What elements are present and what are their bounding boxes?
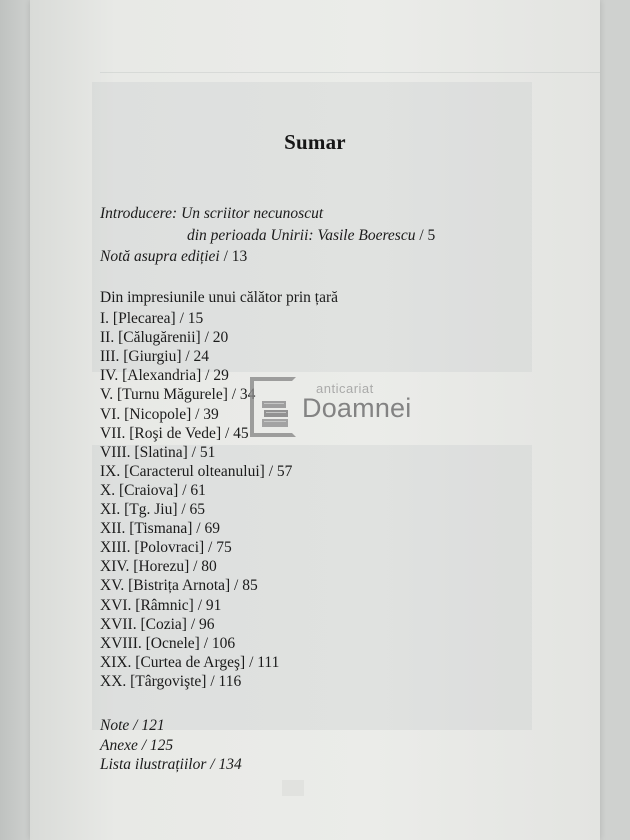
bleed-through-header (100, 52, 600, 73)
chapter-item: XIV. [Horezu] / 80 (100, 558, 217, 576)
intro-page: / 5 (419, 227, 436, 244)
note-editie-label: Notă asupra ediției (100, 248, 220, 265)
chapter-item: IX. [Caracterul olteanului] / 57 (100, 462, 293, 480)
books-icon (260, 399, 294, 431)
chapter-item: V. [Turnu Măgurele] / 34 (100, 386, 256, 404)
end-matter-label: Lista ilustrațiilor (100, 756, 207, 773)
chapter-item: XVIII. [Ocnele] / 106 (100, 634, 236, 652)
chapter-item: IV. [Alexandria] / 29 (100, 367, 229, 385)
end-matter-item (100, 716, 165, 736)
chapter-item: III. [Giurgiu] / 24 (100, 348, 210, 366)
chapter-item: VI. [Nicopole] / 39 (100, 405, 219, 423)
chapter-item: XX. [Târgovişte] / 116 (100, 672, 242, 690)
end-matter-label: Note (100, 717, 130, 734)
note-editie-line (100, 247, 247, 267)
intro-line-2 (187, 226, 435, 246)
chapter-item: II. [Călugărenii] / 20 (100, 329, 229, 347)
chapter-item: I. [Plecarea] / 15 (100, 310, 204, 327)
chapter-item: XIII. [Polovraci] / 75 (100, 539, 232, 557)
intro-line-1 (100, 204, 323, 224)
intro-title-part-2: din perioada Unirii: Vasile Boerescu (187, 227, 416, 244)
page-title: Sumar (284, 130, 346, 154)
section-heading: Din impresiunile unui călător prin țară (100, 289, 339, 306)
note-editie-page: / 13 (223, 248, 248, 265)
bleed-through-folio (282, 780, 304, 796)
end-matter-item (100, 736, 173, 756)
chapter-item: XII. [Tismana] / 69 (100, 520, 220, 538)
end-matter-page: / 121 (133, 717, 165, 734)
intro-label: Introducere: (100, 205, 178, 222)
end-matter-page: / 134 (210, 756, 242, 773)
end-matter-page: / 125 (141, 736, 174, 754)
chapter-item: XVI. [Râmnic] / 91 (100, 596, 222, 614)
watermark-big-text: Doamnei (302, 393, 412, 423)
watermark-logo (250, 377, 410, 447)
chapter-item: XVII. [Cozia] / 96 (100, 615, 215, 633)
chapter-item: XI. [Tg. Jiu] / 65 (100, 501, 206, 518)
chapter-item: XIX. [Curtea de Argeş] / 111 (100, 653, 280, 671)
chapter-item: X. [Craiova] / 61 (100, 481, 206, 499)
intro-title-part-1: Un scriitor necunoscut (181, 205, 324, 222)
watermark-small-text: anticariat (316, 381, 374, 396)
chapter-item: VIII. [Slatina] / 51 (100, 443, 216, 461)
chapter-item: VII. [Roşi de Vede] / 45 (100, 424, 249, 442)
end-matter-label: Anexe (100, 736, 138, 754)
end-matter-item (100, 755, 242, 775)
chapter-item: XV. [Bistrița Arnota] / 85 (100, 577, 258, 595)
